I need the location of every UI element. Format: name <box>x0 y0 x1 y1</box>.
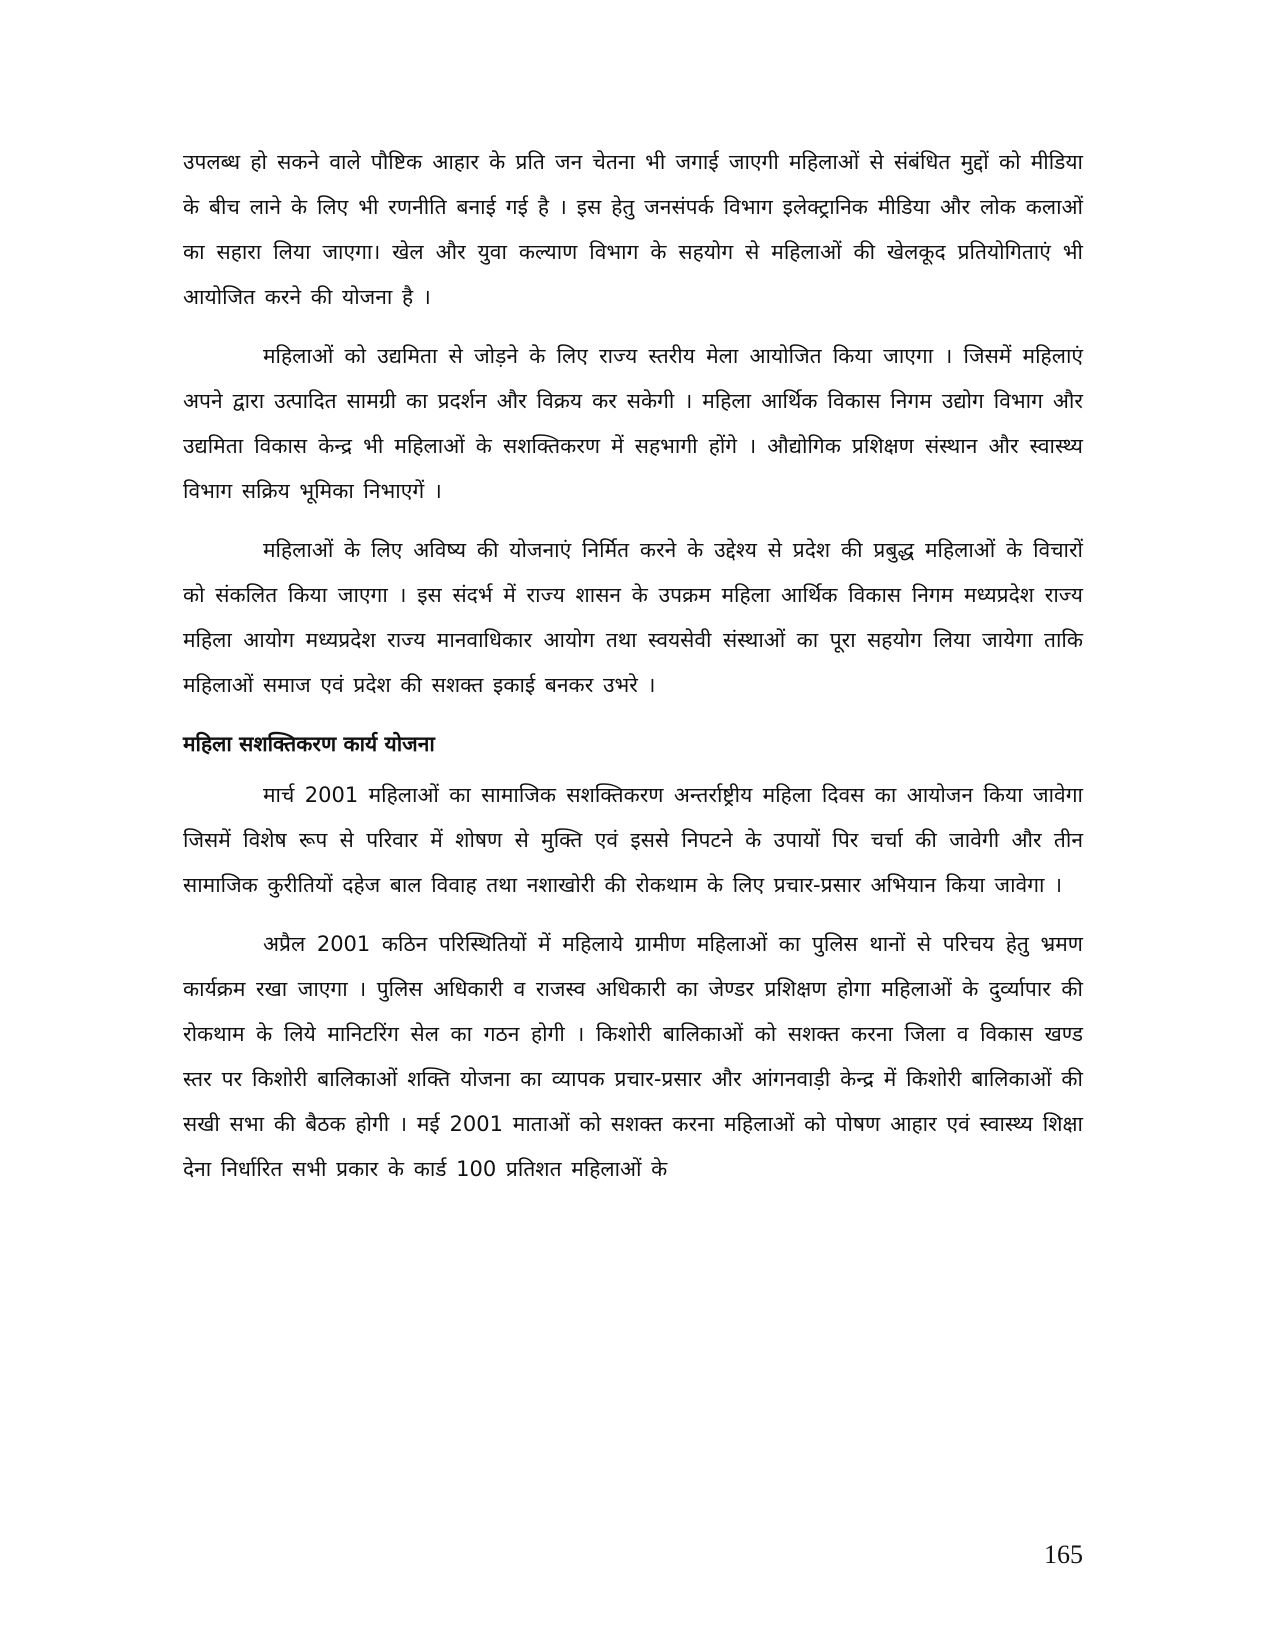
page-number: 165 <box>1044 1540 1083 1569</box>
section-heading: महिला सशक्तिकरण कार्य योजना <box>183 732 435 756</box>
page-body <box>183 140 1083 1192</box>
paragraph-entrepreneurship: महिलाओं को उद्यमिता से जोड़ने के लिए राज्य स्तरीय मेला आयोजित किया जाएगा । जिसमें महिलाएं अपने द्वारा उत्पादित सामग्री का प्रदर्शन और विक्रय कर सकेगी । महिला आर्थिक विकास निगम उद्योग विभाग और उद्यमिता विकास केन्द्र भी महिलाओं के सशक्तिकरण में सहभागी होंगे । औद्योगिक प्रशिक्षण संस्थान और स्वास्थ्य विभाग सक्रिय भूमिका निभाएगें । <box>183 344 1083 503</box>
paragraph-march-2001: मार्च 2001 महिलाओं का सामाजिक सशक्तिकरण अन्तर्राष्ट्रीय महिला दिवस का आयोजन किया जावेगा जिसमें विशेष रूप से परिवार में शोषण से मुक्ति एवं इससे निपटने के उपायों पिर चर्चा की जावेगी और तीन सामाजिक कुरीतियों दहेज बाल विवाह तथा नशाखोरी की रोकथाम के लिए प्रचार-प्रसार अभियान किया जावेगा । <box>183 783 1083 897</box>
paragraph-april-2001: अप्रैल 2001 कठिन परिस्थितियों में महिलाये ग्रामीण महिलाओं का पुलिस थानों से परिचय हेतु भ्रमण कार्यक्रम रखा जाएगा । पुलिस अधिकारी व राजस्व अधिकारी का जेण्डर प्रशिक्षण होगा महिलाओं के दुर्व्यापार की रोकथाम के लिये मानिटरिंग सेल का गठन होगी । किशोरी बालिकाओं को सशक्त करना जिला व विकास खण्ड स्तर पर किशोरी बालिकाओं शक्ति योजना का व्यापक प्रचार-प्रसार और आंगनवाड़ी केन्द्र में किशोरी बालिकाओं की सखी सभा की बैठक होगी । मई 2001 माताओं को सशक्त करना महिलाओं को पोषण आहार एवं स्वास्थ्य शिक्षा देना निर्धारित सभी प्रकार के कार्ड 100 प्रतिशत महिलाओं के <box>183 932 1083 1181</box>
paragraph-continued: उपलब्ध हो सकने वाले पौष्टिक आहार के प्रति जन चेतना भी जगाई जाएगी महिलाओं से संबंधित मुद्दों को मीडिया के बीच लाने के लिए भी रणनीति बनाई गई है । इस हेतु जनसंपर्क विभाग इलेक्ट्रानिक मीडिया और लोक कलाओं का सहारा लिया जाएगा। खेल और युवा कल्याण विभाग के सहयोग से महिलाओं की खेलकूद प्रतियोगिताएं भी आयोजित करने की योजना है । <box>183 150 1083 309</box>
paragraph-future-plans: महिलाओं के लिए अविष्य की योजनाएं निर्मित करने के उद्देश्य से प्रदेश की प्रबुद्ध महिलाओं के विचारों को संकलित किया जाएगा । इस संदर्भ में राज्य शासन के उपक्रम महिला आर्थिक विकास निगम मध्यप्रदेश राज्य महिला आयोग मध्यप्रदेश राज्य मानवाधिकार आयोग तथा स्वयसेवी संस्थाओं का पूरा सहयोग लिया जायेगा ताकि महिलाओं समाज एवं प्रदेश की सशक्त इकाई बनकर उभरे । <box>183 538 1083 697</box>
